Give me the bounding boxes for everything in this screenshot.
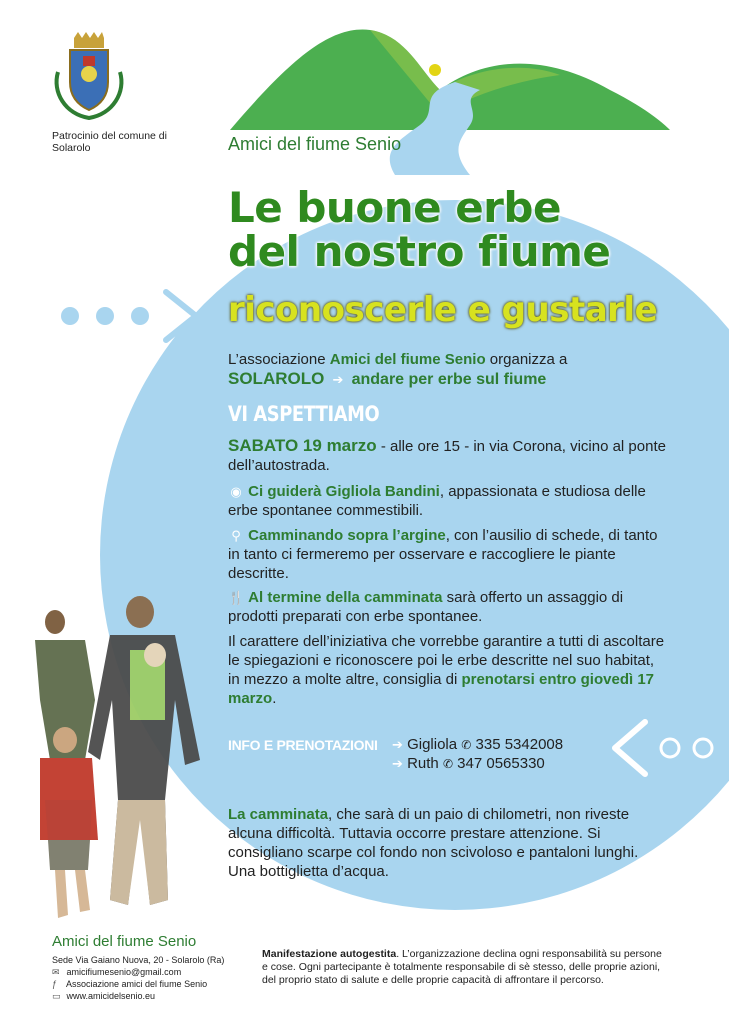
- info-label: INFO E PRENOTAZIONI: [228, 737, 378, 753]
- aspettiamo-heading: VI ASPETTIAMO: [228, 402, 380, 426]
- monitor-icon: ▭: [52, 991, 61, 1001]
- headline-line-2: del nostro fiume: [228, 227, 611, 276]
- disclaimer: Manifestazione autogestita. L’organizzazione declina ogni responsabilità su persone e cose. Ogni partecipante è totalmente responsabile di sè stesso, delle proprie azioni, del proprio stato di salute e delle proprie capacità di affrontare il percorso.: [262, 948, 662, 986]
- footer-association-name: Amici del fiume Senio: [52, 933, 197, 950]
- contact-row: ➔ Ruth ✆ 347 0565330: [392, 755, 545, 772]
- phone-icon: ✆: [442, 757, 453, 771]
- footer-email-row: ✉ amicifiumesenio@gmail.com: [52, 967, 182, 977]
- contact-list: [392, 736, 563, 772]
- fork-knife-icon: 🍴: [228, 590, 245, 605]
- phone-icon: ✆: [461, 738, 472, 752]
- footer-web-row: ▭ www.amicidelsenio.eu: [52, 991, 156, 1001]
- date-text: SABATO 19 marzo - alle ore 15 - in via Corona, vicino al ponte dell’autostrada.: [228, 436, 666, 474]
- point-guide: ◉ Ci guiderà Gigliola Bandini, appassionata e studiosa delle erbe spontanee commestibili.: [228, 483, 646, 519]
- phone-number[interactable]: 347 0565330: [457, 755, 545, 772]
- place-name: SOLAROLO: [228, 369, 325, 388]
- footer-address: Sede Via Gaiano Nuova, 20 - Solarolo (Ra): [52, 955, 225, 965]
- point-walk: ⚲ Camminando sopra l’argine, con l’ausilio di schede, di tanto in tanto ci fermeremo per osservare e raccogliere le piante descritte.: [228, 527, 658, 582]
- headline: [228, 183, 611, 276]
- booking-deadline: prenotarsi entro giovedì 17 marzo: [228, 671, 654, 707]
- association-title: Amici del fiume Senio: [228, 134, 402, 154]
- arrow-right-icon: ➔: [332, 372, 344, 387]
- point-tasting: 🍴 Al termine della camminata sarà offerto un assaggio di prodotti preparati con erbe spontanee.: [228, 589, 624, 625]
- patronage-text: Patrocinio del comune di Solarolo: [52, 130, 167, 154]
- footer-facebook-row: ƒ Associazione amici del fiume Senio: [52, 979, 208, 989]
- arrow-right-icon: ➔: [392, 756, 403, 771]
- event-date: SABATO 19 marzo: [228, 436, 377, 455]
- phone-number[interactable]: 335 5342008: [475, 736, 564, 753]
- association-name: Amici del fiume Senio: [329, 351, 486, 368]
- arrow-right-icon: ➔: [392, 737, 403, 752]
- character-text: Il carattere dell’iniziativa che vorrebbe garantire a tutti di ascoltare le spiegazioni e riconoscere poi le erbe descritte nel suo habitat, in mezzo a molte altre, consiglia di prenotarsi entro giovedì 17 marzo.: [228, 633, 665, 707]
- sun: [429, 64, 441, 76]
- event-title: andare per erbe sul fiume: [351, 371, 547, 388]
- location-pin-icon: ⚲: [231, 528, 241, 543]
- headline-line-1: Le buone erbe: [228, 183, 561, 232]
- facebook-icon: ƒ: [52, 979, 58, 989]
- envelope-icon: ✉: [52, 967, 60, 977]
- walk-text: La camminata, che sarà di un paio di chilometri, non riveste alcuna difficoltà. Tuttavia occorre prestare attenzione. Si consigliano scarpe col fondo non scivoloso e pantaloni lunghi. Una bottiglietta d’acqua.: [228, 806, 639, 880]
- footer-contacts: [52, 933, 232, 1002]
- eye-icon: ◉: [230, 484, 242, 499]
- subheadline: riconoscerle e gustarle: [228, 290, 658, 330]
- intro-text: L’associazione Amici del fiume Senio organizza a SOLAROLO ➔ andare per erbe sul fiume: [228, 351, 568, 388]
- contact-row: ➔ Gigliola ✆ 335 5342008: [392, 736, 564, 753]
- municipal-crest-icon: [50, 32, 128, 122]
